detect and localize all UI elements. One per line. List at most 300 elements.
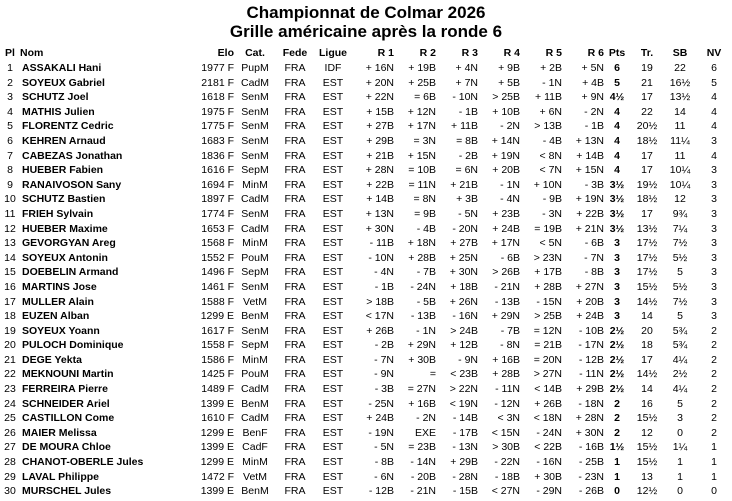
cell-round-6: + 15N: [575, 164, 604, 177]
cell-round-4: - 4N: [500, 193, 520, 206]
cell-round-3: + 12B: [450, 339, 478, 352]
cell-name: DEGE Yekta: [22, 353, 82, 366]
cell-round-5: - 9B: [542, 193, 562, 206]
cell-rank: 2: [7, 76, 13, 89]
cell-federation: FRA: [284, 178, 306, 191]
cell-name: SCHNEIDER Ariel: [22, 397, 110, 410]
col-header-round-3: R 3: [461, 47, 478, 59]
cell-rank: 15: [4, 266, 16, 279]
cell-rank: 4: [7, 105, 13, 118]
cell-tiebreak-tr: 21: [641, 76, 653, 89]
cell-tiebreak-sb: 12: [674, 193, 686, 206]
cell-round-4: < 15N: [491, 426, 520, 439]
cell-rank: 3: [7, 91, 13, 104]
cell-wins: 2: [711, 324, 717, 337]
cell-league: EST: [322, 178, 344, 191]
cell-tiebreak-tr: 17½: [636, 251, 658, 264]
standings-table: [0, 45, 732, 499]
cell-tiebreak-sb: 4¼: [672, 353, 688, 366]
cell-round-3: = 6N: [455, 164, 478, 177]
cell-points: 2½: [609, 353, 625, 366]
cell-league: EST: [322, 368, 344, 381]
cell-round-4: + 10B: [492, 105, 520, 118]
cell-name: MURSCHEL Jules: [22, 485, 112, 498]
cell-wins: 2: [711, 383, 717, 396]
cell-tiebreak-sb: 1: [677, 470, 683, 483]
table-row: [0, 295, 732, 310]
cell-name: FRIEH Sylvain: [22, 207, 94, 220]
cell-round-2: = 10B: [408, 164, 436, 177]
cell-wins: 2: [711, 397, 717, 410]
cell-round-2: =: [429, 368, 436, 381]
cell-federation: FRA: [284, 426, 306, 439]
cell-tiebreak-tr: 19: [641, 62, 653, 74]
cell-category: PupM: [241, 62, 269, 74]
cell-tiebreak-tr: 15½: [636, 412, 658, 425]
cell-elo: 1610 F: [201, 412, 234, 425]
cell-round-2: = 3N: [413, 134, 436, 147]
cell-tiebreak-tr: 18½: [636, 134, 658, 147]
cell-elo: 1299 E: [200, 310, 234, 323]
cell-wins: 3: [711, 280, 717, 293]
cell-category: SenM: [241, 134, 269, 147]
cell-round-4: - 2N: [500, 120, 520, 133]
cell-round-4: - 6B: [500, 251, 520, 264]
cell-round-5: = 20N: [533, 353, 562, 366]
cell-name: RANAIVOSON Sany: [22, 178, 122, 191]
cell-round-6: - 1B: [584, 120, 604, 133]
cell-round-3: - 20N: [452, 222, 478, 235]
page-title: Championnat de Colmar 2026: [246, 3, 486, 22]
cell-wins: 4: [711, 120, 717, 133]
cell-round-3: < 23B: [450, 368, 478, 381]
cell-league: EST: [322, 237, 344, 250]
cell-federation: FRA: [284, 251, 306, 264]
cell-points: 0: [614, 485, 620, 498]
cell-round-1: - 6N: [374, 470, 394, 483]
cell-round-4: + 24B: [492, 222, 520, 235]
cell-round-3: - 28N: [452, 470, 478, 483]
cell-wins: 3: [711, 295, 717, 308]
cell-federation: FRA: [284, 164, 306, 177]
cell-round-4: + 20B: [492, 164, 520, 177]
cell-rank: 25: [4, 412, 16, 425]
cell-round-4: + 9B: [498, 62, 520, 74]
cell-round-5: < 14B: [534, 383, 562, 396]
cell-name: HUEBER Maxime: [22, 222, 108, 235]
cell-rank: 23: [4, 383, 16, 396]
cell-federation: FRA: [284, 91, 306, 104]
cell-wins: 5: [711, 76, 717, 89]
cell-points: 2: [614, 397, 620, 410]
cell-tiebreak-tr: 22: [641, 105, 653, 118]
cell-round-3: - 14B: [452, 412, 478, 425]
cell-category: CadF: [242, 441, 268, 454]
cell-points: 2½: [609, 383, 625, 396]
cell-elo: 1399 E: [200, 397, 234, 410]
cell-rank: 29: [4, 470, 16, 483]
cell-rank: 6: [7, 134, 13, 147]
table-row: [0, 455, 732, 470]
cell-tiebreak-sb: 11¼: [670, 134, 690, 147]
cell-round-3: - 10N: [452, 91, 478, 104]
cell-elo: 1836 F: [201, 149, 234, 162]
cell-federation: FRA: [284, 412, 306, 425]
cell-round-4: - 22N: [494, 456, 520, 469]
cell-elo: 1694 F: [201, 178, 234, 191]
cell-tiebreak-tr: 16: [641, 397, 653, 410]
cell-round-1: - 8B: [374, 456, 394, 469]
cell-tiebreak-tr: 14½: [636, 295, 658, 308]
cell-round-1: > 18B: [366, 295, 394, 308]
table-row: [0, 426, 732, 441]
cell-round-6: + 21N: [575, 222, 604, 235]
cell-rank: 5: [7, 120, 13, 133]
cell-round-6: - 26B: [578, 485, 604, 498]
table-row: [0, 324, 732, 339]
cell-elo: 1568 F: [201, 237, 234, 250]
cell-round-2: + 25B: [408, 76, 436, 89]
cell-round-4: < 27N: [491, 485, 520, 498]
cell-round-3: + 30N: [449, 266, 478, 279]
cell-tiebreak-sb: 10¼: [669, 178, 691, 191]
cell-round-1: - 3B: [374, 383, 394, 396]
cell-points: 3: [614, 237, 620, 250]
cell-elo: 1775 F: [201, 120, 234, 133]
cell-category: SenM: [241, 280, 269, 293]
cell-federation: FRA: [284, 105, 306, 118]
cell-round-1: < 17N: [365, 310, 394, 323]
cell-elo: 1683 F: [201, 134, 234, 147]
cell-round-1: - 4N: [374, 266, 394, 279]
page-subtitle: Grille américaine après la ronde 6: [229, 22, 503, 41]
cell-league: EST: [322, 456, 344, 469]
cell-federation: FRA: [284, 339, 306, 352]
cell-round-5: - 4B: [542, 134, 562, 147]
cell-rank: 28: [4, 456, 16, 469]
cell-elo: 1618 F: [201, 91, 234, 104]
cell-round-1: - 2B: [374, 339, 394, 352]
cell-category: CadM: [240, 383, 269, 396]
cell-round-1: + 14B: [366, 193, 394, 206]
cell-wins: 2: [711, 368, 717, 381]
cell-tiebreak-tr: 14: [641, 383, 653, 396]
cell-tiebreak-sb: 11: [674, 120, 686, 133]
cell-round-2: + 18N: [407, 237, 436, 250]
cell-round-1: + 24B: [366, 412, 394, 425]
cell-round-1: - 12B: [368, 485, 394, 498]
cell-elo: 1975 F: [201, 105, 234, 118]
cell-rank: 22: [4, 368, 16, 381]
cell-category: SenM: [241, 324, 269, 337]
col-header-elo: Elo: [217, 47, 234, 59]
cell-federation: FRA: [284, 324, 306, 337]
cell-round-3: - 13N: [452, 441, 478, 454]
cell-round-6: - 2N: [584, 105, 604, 118]
cell-name: HUEBER Fabien: [22, 164, 104, 177]
cell-category: SenM: [241, 105, 269, 118]
cell-tiebreak-sb: 9¾: [672, 207, 688, 220]
cell-federation: FRA: [284, 470, 306, 483]
cell-category: BenM: [241, 397, 269, 410]
cell-tiebreak-sb: 7½: [672, 295, 688, 308]
cell-round-1: + 26B: [366, 324, 394, 337]
cell-federation: FRA: [284, 383, 306, 396]
cell-tiebreak-tr: 13: [641, 470, 653, 483]
cell-round-3: + 18B: [450, 280, 478, 293]
cell-points: 4½: [609, 91, 625, 104]
cell-federation: FRA: [284, 485, 306, 498]
cell-rank: 7: [7, 149, 13, 162]
cell-round-1: - 10N: [368, 251, 394, 264]
cell-tiebreak-tr: 17: [641, 91, 653, 104]
cell-round-1: - 1B: [374, 280, 394, 293]
table-row: [0, 484, 732, 499]
cell-elo: 2181 F: [201, 76, 234, 89]
cell-elo: 1586 F: [201, 353, 234, 366]
cell-federation: FRA: [284, 62, 306, 74]
cell-tiebreak-tr: 17: [641, 149, 653, 162]
table-row: [0, 207, 732, 222]
cell-round-1: - 25N: [368, 397, 394, 410]
cell-round-6: - 18N: [578, 397, 604, 410]
cell-round-3: - 16N: [452, 310, 478, 323]
cell-federation: FRA: [284, 193, 306, 206]
cell-round-4: + 17N: [491, 237, 520, 250]
cell-round-3: - 9N: [458, 353, 478, 366]
cell-rank: 27: [4, 441, 16, 454]
table-row: [0, 134, 732, 149]
cell-wins: 3: [711, 222, 717, 235]
cell-round-1: + 21B: [366, 149, 394, 162]
cell-round-4: - 7B: [500, 324, 520, 337]
cell-federation: FRA: [284, 266, 306, 279]
cell-name: PULOCH Dominique: [22, 339, 124, 352]
cell-tiebreak-tr: 14½: [636, 368, 658, 381]
cell-round-6: + 9N: [581, 91, 604, 104]
cell-elo: 1552 F: [201, 251, 234, 264]
cell-wins: 3: [711, 310, 717, 323]
table-row: [0, 61, 732, 76]
cell-round-1: + 13N: [365, 207, 394, 220]
cell-name: MULLER Alain: [22, 295, 94, 308]
col-header-name: Nom: [20, 47, 44, 59]
cell-rank: 17: [4, 295, 16, 308]
cell-category: BenF: [242, 426, 268, 439]
table-row: [0, 353, 732, 368]
cell-round-2: + 12N: [407, 105, 436, 118]
header-row: [0, 45, 732, 61]
cell-rank: 18: [4, 310, 16, 323]
cell-name: SCHUTZ Joel: [22, 91, 89, 104]
cell-round-5: = 21B: [534, 339, 562, 352]
cell-tiebreak-tr: 17½: [636, 237, 658, 250]
col-header-round-2: R 2: [419, 47, 436, 59]
cell-tiebreak-tr: 12½: [636, 485, 658, 498]
cell-round-3: < 19N: [449, 397, 478, 410]
cell-tiebreak-sb: 5: [677, 266, 683, 279]
cell-points: 4: [614, 105, 620, 118]
cell-round-2: + 16B: [408, 397, 436, 410]
cell-round-5: - 15N: [536, 295, 562, 308]
cell-round-6: - 17N: [578, 339, 604, 352]
cell-name: KEHREN Arnaud: [22, 134, 106, 147]
cell-round-3: - 17B: [452, 426, 478, 439]
cell-league: EST: [322, 295, 344, 308]
table-row: [0, 309, 732, 324]
cell-tiebreak-tr: 18½: [636, 193, 658, 206]
cell-name: DE MOURA Chloe: [22, 441, 111, 454]
cell-category: SepM: [241, 339, 269, 352]
cell-round-2: - 7B: [416, 266, 436, 279]
cell-tiebreak-tr: 13½: [636, 222, 658, 235]
cell-federation: FRA: [284, 149, 306, 162]
cell-wins: 0: [711, 485, 717, 498]
cell-points: 3: [614, 251, 620, 264]
cell-federation: FRA: [284, 76, 306, 89]
cell-rank: 9: [7, 178, 13, 191]
cell-rank: 30: [4, 485, 16, 498]
cell-tiebreak-sb: 0: [677, 485, 683, 498]
cell-round-5: > 13B: [534, 120, 562, 133]
cell-league: EST: [322, 324, 344, 337]
col-header-tiebreak-tr: Tr.: [640, 47, 654, 59]
col-header-tiebreak-sb: SB: [672, 47, 688, 59]
cell-wins: 4: [711, 91, 717, 104]
cell-round-4: > 25B: [492, 91, 520, 104]
cell-round-3: - 2B: [458, 149, 478, 162]
cell-round-6: - 25B: [578, 456, 604, 469]
cell-round-3: + 3B: [456, 193, 478, 206]
cell-league: EST: [322, 412, 344, 425]
cell-round-3: > 22N: [449, 383, 478, 396]
cell-rank: 14: [4, 251, 16, 264]
cell-category: CadM: [240, 193, 269, 206]
table-row: [0, 149, 732, 164]
cell-points: 1: [614, 456, 620, 469]
cell-league: EST: [322, 120, 344, 133]
cell-league: EST: [322, 310, 344, 323]
cell-tiebreak-sb: 5½: [672, 251, 688, 264]
cell-tiebreak-tr: 14: [641, 310, 653, 323]
cell-round-3: + 26N: [449, 295, 478, 308]
cell-points: 4: [614, 120, 620, 133]
cell-name: SCHUTZ Bastien: [22, 193, 106, 206]
cell-round-6: + 29B: [576, 383, 604, 396]
cell-tiebreak-sb: 1¼: [672, 441, 688, 454]
cell-elo: 1399 E: [200, 485, 234, 498]
cell-round-5: - 24N: [536, 426, 562, 439]
cell-tiebreak-tr: 12: [641, 426, 653, 439]
cell-tiebreak-tr: 15½: [636, 280, 658, 293]
cell-category: VetM: [243, 470, 267, 483]
cell-round-5: - 16N: [536, 456, 562, 469]
cell-wins: 1: [711, 441, 717, 454]
cell-league: EST: [322, 91, 344, 104]
cell-league: EST: [322, 193, 344, 206]
cell-rank: 8: [7, 164, 13, 177]
cell-points: 3: [614, 295, 620, 308]
cell-round-3: - 1B: [458, 105, 478, 118]
cell-category: SepM: [241, 164, 269, 177]
cell-round-2: - 4B: [416, 222, 436, 235]
cell-wins: 3: [711, 193, 717, 206]
cell-elo: 1489 F: [201, 383, 234, 396]
cell-category: SepM: [241, 266, 269, 279]
cell-round-6: - 12B: [578, 353, 604, 366]
cell-round-1: + 29B: [366, 134, 394, 147]
cell-round-6: + 13N: [575, 134, 604, 147]
cell-name: MEKNOUNI Martin: [22, 368, 114, 381]
cell-tiebreak-sb: 11: [674, 149, 686, 162]
cell-round-1: + 16N: [365, 62, 394, 74]
cell-round-3: > 24B: [450, 324, 478, 337]
cell-round-2: = 23B: [408, 441, 436, 454]
cell-round-4: + 16B: [492, 353, 520, 366]
cell-wins: 4: [711, 149, 717, 162]
cell-federation: FRA: [284, 441, 306, 454]
table-row: [0, 76, 732, 91]
cell-points: 3: [614, 310, 620, 323]
table-row: [0, 382, 732, 397]
cell-category: SenM: [241, 149, 269, 162]
cell-federation: FRA: [284, 456, 306, 469]
cell-round-4: > 26B: [492, 266, 520, 279]
col-header-rank: Pl: [5, 47, 15, 59]
cell-round-5: > 23N: [533, 251, 562, 264]
cell-tiebreak-tr: 17: [641, 164, 653, 177]
cell-wins: 3: [711, 164, 717, 177]
col-header-wins: NV: [706, 47, 722, 59]
cell-rank: 20: [4, 339, 16, 352]
cell-round-1: - 9N: [374, 368, 394, 381]
cell-points: 4: [614, 134, 620, 147]
cell-rank: 11: [4, 207, 16, 220]
cell-round-2: = 27N: [407, 383, 436, 396]
cell-round-2: - 24N: [410, 280, 436, 293]
cell-round-4: - 21N: [494, 280, 520, 293]
cell-wins: 2: [711, 426, 717, 439]
cell-round-2: - 20B: [410, 470, 436, 483]
cell-name: SOYEUX Antonin: [22, 251, 108, 264]
cell-rank: 12: [4, 222, 16, 235]
cell-category: SenM: [241, 91, 269, 104]
cell-round-6: - 8B: [584, 266, 604, 279]
cell-federation: FRA: [284, 222, 306, 235]
table-row: [0, 105, 732, 120]
cell-round-2: - 13B: [410, 310, 436, 323]
table-row: [0, 236, 732, 251]
cell-round-6: + 4B: [582, 76, 604, 89]
cell-rank: 13: [4, 237, 16, 250]
cell-round-2: - 2N: [416, 412, 436, 425]
cell-tiebreak-sb: 5¾: [672, 339, 688, 352]
cell-wins: 3: [711, 251, 717, 264]
cell-wins: 4: [711, 105, 717, 118]
cell-round-3: + 27B: [450, 237, 478, 250]
cell-elo: 1461 F: [201, 280, 234, 293]
cell-category: MinM: [242, 237, 268, 250]
cell-category: CadM: [240, 222, 269, 235]
cell-round-2: + 28B: [408, 251, 436, 264]
cell-league: EST: [322, 280, 344, 293]
cell-round-5: + 26B: [534, 397, 562, 410]
col-header-league: Ligue: [319, 47, 347, 59]
cell-category: BenM: [241, 310, 269, 323]
cell-round-2: = 11N: [408, 178, 436, 191]
cell-round-1: + 27B: [366, 120, 394, 133]
cell-category: BenM: [241, 485, 269, 498]
